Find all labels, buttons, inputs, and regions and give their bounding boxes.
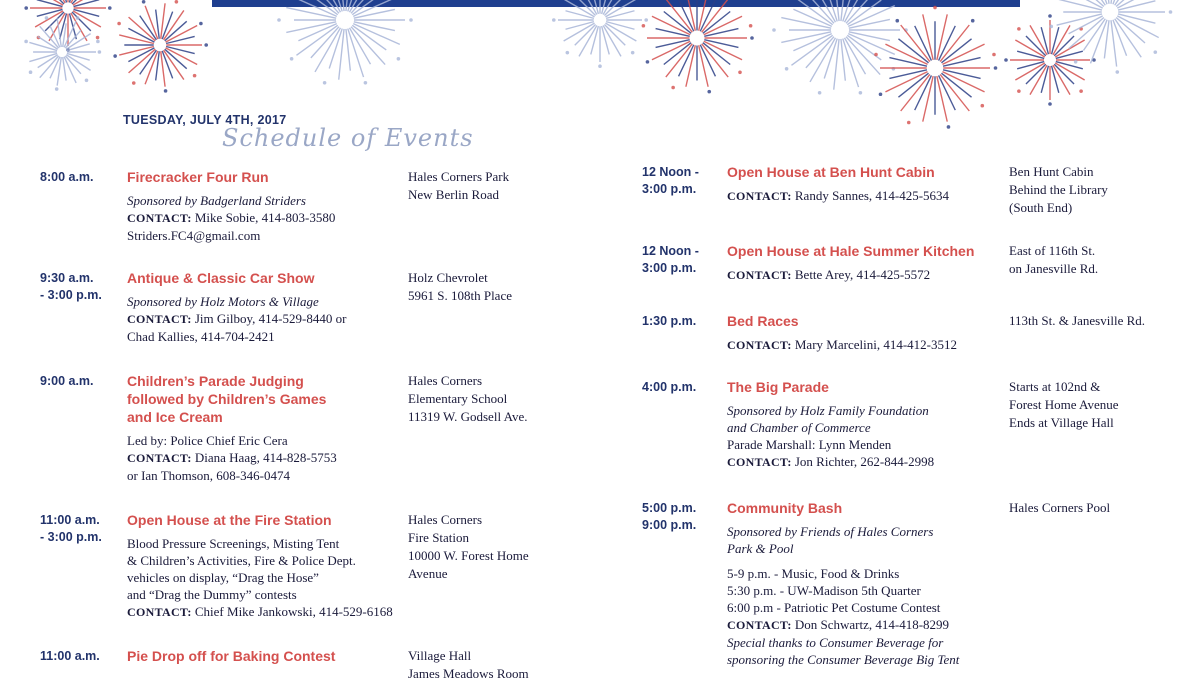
event-location (1009, 378, 1119, 432)
event-time-line: 11:00 a.m. (40, 513, 100, 527)
event-location (408, 168, 509, 204)
event-detail-line (127, 569, 393, 586)
event-time (642, 500, 696, 534)
event-title-line: The Big Parade (727, 379, 829, 395)
event-title-line: Children’s Parade Judging (127, 373, 304, 389)
event-detail-line: Sponsored by Holz Family Foundation (727, 403, 929, 418)
event-detail-line (127, 586, 393, 603)
event-title (127, 372, 326, 426)
event-title (127, 511, 332, 529)
event-location-line: Ben Hunt Cabin (1009, 164, 1094, 179)
event-title-line: and Ice Cream (127, 409, 223, 425)
firework-burst (113, 0, 208, 93)
event-title (727, 499, 842, 517)
event-location (1009, 163, 1108, 217)
event-title (727, 242, 974, 260)
event-details (727, 402, 934, 471)
event-title-line: Firecracker Four Run (127, 169, 269, 185)
event-detail-line (127, 328, 346, 345)
event-location-line: Ends at Village Hall (1009, 415, 1114, 430)
event-time-line: 11:00 a.m. (40, 649, 100, 663)
event-location-line: Holz Chevrolet (408, 270, 488, 285)
event-details (727, 187, 949, 205)
detail-text: Don Schwartz, 414-418-8299 (794, 617, 950, 632)
event-detail-line (127, 310, 346, 328)
detail-text: 6:00 p.m - Patriotic Pet Costume Contest (727, 600, 941, 615)
event-location-line: Behind the Library (1009, 182, 1108, 197)
spacer (727, 557, 959, 565)
event-location-line: James Meadows Room (408, 666, 529, 681)
event-location (408, 647, 529, 683)
event-detail-line (727, 266, 930, 284)
firework-burst (642, 0, 754, 93)
event-detail-line (127, 432, 337, 449)
event-time-line: 12 Noon - (642, 165, 699, 179)
event-details (727, 523, 959, 668)
event-details (727, 266, 930, 284)
event-time-line: 9:00 p.m. (642, 518, 697, 532)
event-location-line: Village Hall (408, 648, 472, 663)
event-details (127, 192, 335, 244)
contact-label: CONTACT: (127, 312, 192, 326)
event-time-line: 5:00 p.m. (642, 501, 697, 515)
contact-label: CONTACT: (127, 211, 192, 225)
event-time-line: 3:00 p.m. (642, 261, 697, 275)
event-details (127, 535, 393, 621)
event-time (40, 512, 102, 546)
event-time-line: - 3:00 p.m. (40, 530, 102, 544)
event-time (40, 169, 94, 186)
event-detail-line (727, 616, 959, 634)
event-title-line: Pie Drop off for Baking Contest (127, 648, 336, 664)
detail-text: Blood Pressure Screenings, Misting Tent (127, 536, 340, 551)
event-time-line: - 3:00 p.m. (40, 288, 102, 302)
event-time (642, 243, 699, 277)
event-location-line: 10000 W. Forest Home (408, 548, 529, 563)
event-location-line: Elementary School (408, 391, 508, 406)
firework-burst (552, 0, 648, 68)
detail-text: Mary Marcelini, 414-412-3512 (794, 337, 957, 352)
event-detail-line: Sponsored by Holz Motors & Village (127, 294, 319, 309)
event-location-line: Fire Station (408, 530, 470, 545)
event-location-line: Hales Corners (408, 373, 483, 388)
detail-text: Led by: Police Chief Eric Cera (127, 433, 288, 448)
event-detail-line (727, 565, 959, 582)
event-detail-line (727, 453, 934, 471)
detail-text: Jon Richter, 262-844-2998 (794, 454, 935, 469)
event-detail-line (727, 582, 959, 599)
event-title (727, 163, 935, 181)
event-time-line: 8:00 a.m. (40, 170, 94, 184)
event-time-line: 9:30 a.m. (40, 271, 94, 285)
event-title-line: Open House at Ben Hunt Cabin (727, 164, 935, 180)
event-title-line: Open House at the Fire Station (127, 512, 332, 528)
event-time-line: 12 Noon - (642, 244, 699, 258)
event-title (727, 378, 829, 396)
detail-text: Diana Haag, 414-828-5753 (194, 450, 337, 465)
event-location-line: New Berlin Road (408, 187, 499, 202)
contact-label: CONTACT: (727, 455, 792, 469)
event-detail-line (127, 449, 337, 467)
event-detail-line: Sponsored by Friends of Hales Corners (727, 524, 934, 539)
event-time (642, 164, 699, 198)
contact-label: CONTACT: (127, 451, 192, 465)
event-title (127, 168, 269, 186)
event-title (127, 647, 335, 665)
event-detail-line (127, 603, 393, 621)
detail-text: Jim Gilboy, 414-529-8440 or (194, 311, 347, 326)
event-detail-line: and Chamber of Commerce (727, 420, 871, 435)
event-location-line: 5961 S. 108th Place (408, 288, 512, 303)
event-location-line: Avenue (408, 566, 448, 581)
event-time (642, 313, 696, 330)
detail-text: vehicles on display, “Drag the Hose” (127, 570, 319, 585)
firework-burst (772, 0, 908, 95)
event-detail-line: Special thanks to Consumer Beverage for (727, 635, 944, 650)
event-location-line: East of 116th St. (1009, 243, 1096, 258)
contact-label: CONTACT: (727, 338, 792, 352)
event-detail-line (727, 436, 934, 453)
event-title-line: Open House at Hale Summer Kitchen (727, 243, 975, 259)
event-time-line: 4:00 p.m. (642, 380, 697, 394)
contact-label: CONTACT: (727, 618, 792, 632)
event-location-line: 11319 W. Godsell Ave. (408, 409, 528, 424)
event-title (727, 312, 799, 330)
event-location (408, 269, 512, 305)
event-date: TUESDAY, JULY 4TH, 2017 (123, 113, 287, 127)
event-time (40, 648, 100, 665)
event-detail-line: Sponsored by Badgerland Striders (127, 193, 306, 208)
event-detail-line (127, 467, 337, 484)
event-time (642, 379, 696, 396)
event-time-line: 1:30 p.m. (642, 314, 697, 328)
contact-label: CONTACT: (727, 189, 792, 203)
event-detail-line (727, 599, 959, 616)
detail-text: 5-9 p.m. - Music, Food & Drinks (727, 566, 900, 581)
event-detail-line (727, 336, 957, 354)
event-details (727, 336, 957, 354)
event-time (40, 270, 102, 304)
event-time-line: 3:00 p.m. (642, 182, 697, 196)
schedule-title: Schedule of Events (222, 124, 474, 152)
event-location-line: Starts at 102nd & (1009, 379, 1101, 394)
event-detail-line (127, 552, 393, 569)
detail-text: Parade Marshall: Lynn Menden (727, 437, 892, 452)
detail-text: Mike Sobie, 414-803-3580 (194, 210, 336, 225)
detail-text: Bette Arey, 414-425-5572 (794, 267, 931, 282)
event-title-line: Community Bash (727, 500, 843, 516)
event-location (1009, 499, 1110, 517)
firework-burst (277, 0, 413, 85)
firework-burst (24, 0, 111, 52)
event-location-line: Hales Corners Park (408, 169, 510, 184)
event-detail-line (127, 227, 335, 244)
detail-text: Randy Sannes, 414-425-5634 (794, 188, 950, 203)
event-detail-line: Park & Pool (727, 541, 794, 556)
event-location (1009, 242, 1098, 278)
event-location-line: 113th St. & Janesville Rd. (1009, 313, 1146, 328)
detail-text: 5:30 p.m. - UW-Madison 5th Quarter (727, 583, 921, 598)
firework-burst (1049, 0, 1172, 74)
event-detail-line (727, 187, 949, 205)
event-location-line: on Janesville Rd. (1009, 261, 1099, 276)
detail-text: Chief Mike Jankowski, 414-529-6168 (194, 604, 393, 619)
event-location-line: Forest Home Avenue (1009, 397, 1119, 412)
detail-text: Chad Kallies, 414-704-2421 (127, 329, 275, 344)
event-location (408, 511, 529, 583)
event-detail-line (127, 209, 335, 227)
detail-text: and “Drag the Dummy” contests (127, 587, 297, 602)
event-detail-line: sponsoring the Consumer Beverage Big Tent (727, 652, 960, 667)
firework-burst (1004, 14, 1096, 106)
detail-text: or Ian Thomson, 608-346-0474 (127, 468, 290, 483)
event-title-line: Bed Races (727, 313, 799, 329)
event-title (127, 269, 314, 287)
event-details (127, 293, 346, 345)
event-title-line: followed by Children’s Games (127, 391, 327, 407)
contact-label: CONTACT: (727, 268, 792, 282)
event-details (127, 432, 337, 484)
detail-text: & Children’s Activities, Fire & Police Dept. (127, 553, 356, 568)
contact-label: CONTACT: (127, 605, 192, 619)
event-location-line: (South End) (1009, 200, 1073, 215)
event-time-line: 9:00 a.m. (40, 374, 94, 388)
event-detail-line (127, 535, 393, 552)
event-location-line: Hales Corners Pool (1009, 500, 1111, 515)
event-location (1009, 312, 1145, 330)
event-location-line: Hales Corners (408, 512, 483, 527)
event-location (408, 372, 528, 426)
event-time (40, 373, 94, 390)
event-title-line: Antique & Classic Car Show (127, 270, 315, 286)
detail-text: Striders.FC4@gmail.com (127, 228, 261, 243)
